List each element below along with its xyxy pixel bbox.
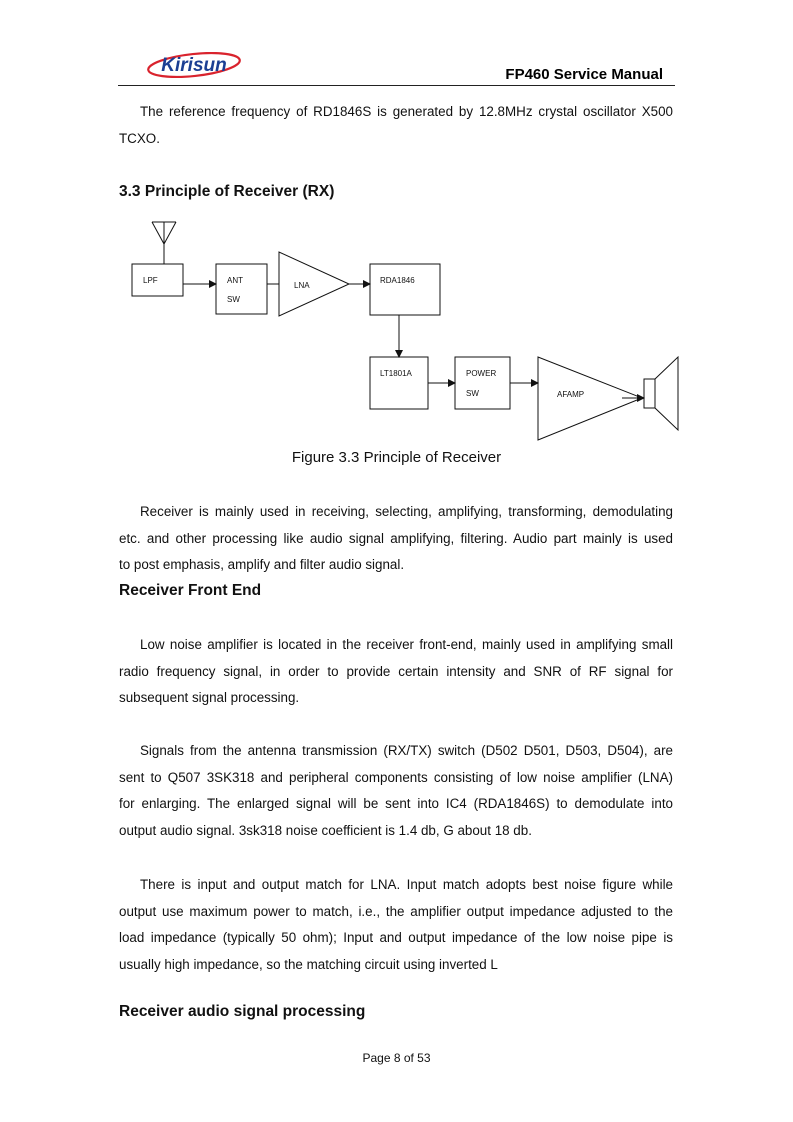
antenna-icon — [152, 222, 176, 264]
lna-paragraph — [119, 632, 673, 712]
receiver-line-2: etc. and other processing like audio signal amplifying, filtering. Audio part mainly is used — [119, 530, 673, 546]
section-heading: 3.3 Principle of Receiver (RX) — [119, 183, 335, 200]
rda1846-block — [370, 264, 440, 315]
power-sw-label-line2: SW — [466, 389, 479, 398]
front-end-heading: Receiver Front End — [119, 582, 262, 599]
speaker-icon — [644, 357, 678, 430]
signals-line-3: for enlarging. The enlarged signal will be sent into IC4 (RDA1846S) to demodulate into — [119, 796, 673, 811]
signals-line-1: Signals from the antenna transmission (RX/TX) switch (D502 D501, D503, D504), are — [140, 743, 673, 758]
power-sw-block — [455, 357, 510, 409]
signals-paragraph — [119, 738, 673, 844]
rda1846-label: RDA1846 — [380, 276, 415, 285]
lna-line-1: Low noise amplifier is located in the receiver front-end, mainly used in amplifying small — [140, 637, 673, 652]
match-line-2: output use maximum power to match, i.e., the amplifier output impedance adjusted to the — [119, 903, 673, 919]
lna-line-2: radio frequency signal, in order to provide certain intensity and SNR of RF signal for — [119, 663, 673, 679]
lpf-label: LPF — [143, 276, 158, 285]
signals-line-4: output audio signal. 3sk318 noise coefficient is 1.4 db, G about 18 db. — [119, 822, 532, 838]
match-line-3: load impedance (typically 50 ohm); Input and output impedance of the low noise pipe is — [119, 930, 673, 945]
intro-paragraph — [119, 99, 673, 152]
figure-caption: Figure 3.3 Principle of Receiver — [291, 449, 502, 466]
match-line-1: There is input and output match for LNA. Input match adopts best noise figure while — [140, 877, 673, 892]
ant-sw-label-line1: ANT — [227, 276, 243, 285]
receiver-line-3: to post emphasis, amplify and filter audio signal. — [119, 557, 405, 572]
kirisun-logo — [146, 52, 242, 78]
audio-processing-heading: Receiver audio signal processing — [119, 1003, 366, 1020]
lt1801a-label: LT1801A — [380, 369, 412, 378]
afamp-block — [538, 357, 642, 440]
lt1801a-block — [370, 357, 428, 409]
lpf-block — [132, 264, 183, 296]
receiver-paragraph — [119, 499, 673, 579]
signals-line-2: sent to Q507 3SK318 and peripheral components consisting of low noise amplifier (LNA) — [119, 769, 673, 785]
svg-text:Kirisun: Kirisun — [161, 55, 227, 76]
match-line-4: usually high impedance, so the matching circuit using inverted L — [119, 956, 498, 972]
manual-title: FP460 Service Manual — [505, 66, 663, 83]
receiver-line-1: Receiver is mainly used in receiving, selecting, amplifying, transforming, demodulating — [140, 504, 673, 519]
lna-label: LNA — [294, 281, 310, 290]
afamp-label: AFAMP — [557, 390, 585, 399]
ant-sw-block — [216, 264, 267, 314]
page-number: Page 8 of 53 — [362, 1051, 431, 1065]
lna-line-3: subsequent signal processing. — [119, 690, 300, 705]
header-divider — [118, 85, 675, 86]
lna-block — [279, 252, 349, 316]
ant-sw-label-line2: SW — [227, 295, 240, 304]
match-paragraph — [119, 872, 673, 978]
intro-line-2: TCXO. — [119, 130, 160, 146]
intro-line-1: The reference frequency of RD1846S is generated by 12.8MHz crystal oscillator X500 — [140, 104, 673, 119]
power-sw-label-line1: POWER — [466, 369, 497, 378]
